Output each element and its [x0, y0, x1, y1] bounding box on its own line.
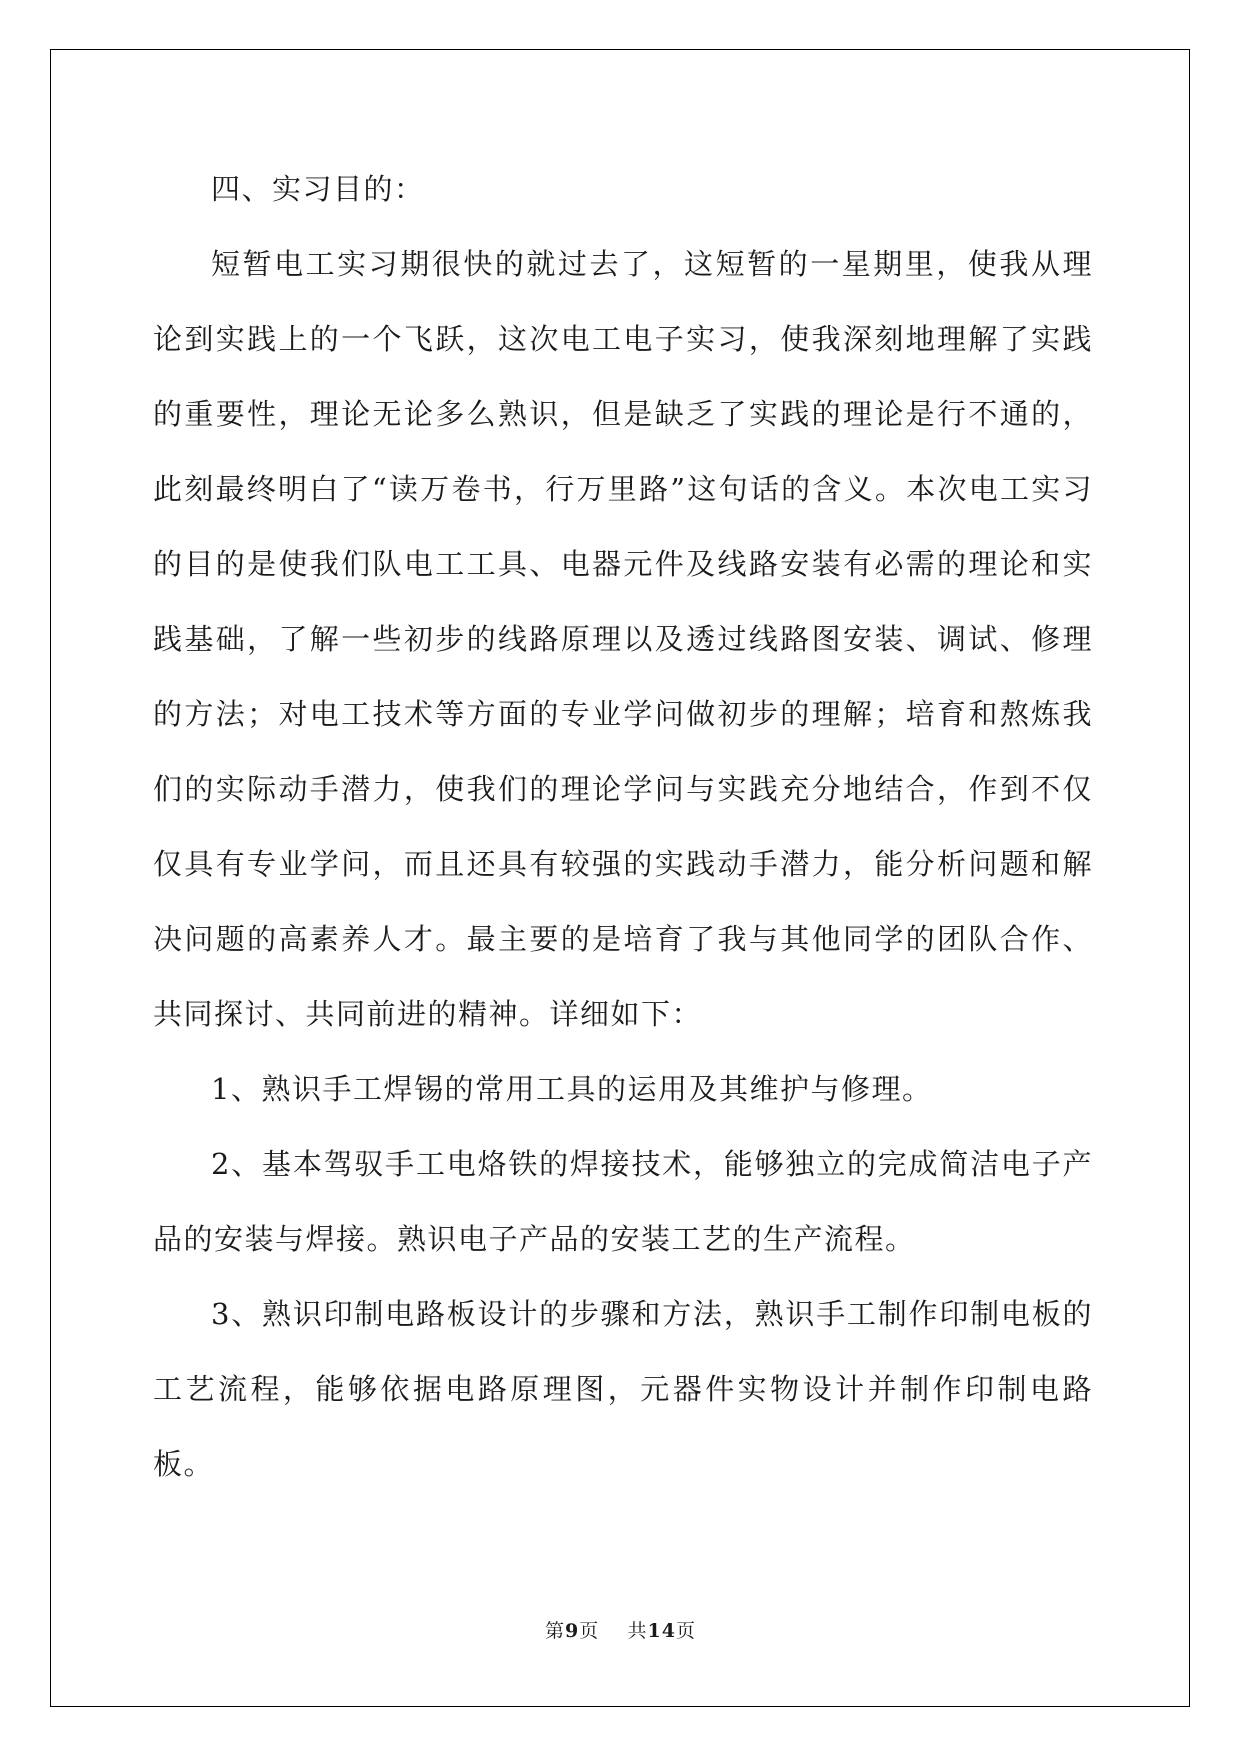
section-heading: 四、实习目的： — [211, 172, 425, 206]
footer-total-prefix: 共 — [627, 1620, 648, 1642]
paragraph-item-3: 3、熟识印制电路板设计的步骤和方法，熟识手工制作印制电板的工艺流程，能够依据电路原理图，元器件实物设计并制作印制电路板。 — [153, 1297, 1093, 1481]
footer-total-word: 页 — [675, 1620, 696, 1642]
page-number: 9 — [565, 1620, 580, 1642]
footer-prefix: 第 — [545, 1620, 566, 1642]
total-pages: 14 — [647, 1620, 676, 1642]
footer-page-word: 页 — [579, 1620, 600, 1642]
document-body — [153, 152, 1093, 1502]
paragraph-intro: 短暂电工实习期很快的就过去了，这短暂的一星期里，使我从理论到实践上的一个飞跃，这次电工电子实习，使我深刻地理解了实践的重要性，理论无论多么熟识，但是缺乏了实践的理论是行不通的，此刻最终明白了“读万卷书，行万里路”这句话的含义。本次电工实习的目的是使我们队电工工具、电器元件及线路安装有必需的理论和实践基础，了解一些初步的线路原理以及透过线路图安装、调试、修理的方法；对电工技术等方面的专业学问做初步的理解；培育和熬炼我们的实际动手潜力，使我们的理论学问与实践充分地结合，作到不仅仅具有专业学问，而且还具有较强的实践动手潜力，能分析问题和解决问题的高素养人才。最主要的是培育了我与其他同学的团队合作、共同探讨、共同前进的精神。详细如下： — [153, 247, 1093, 1031]
paragraph-item-1: 1、熟识手工焊锡的常用工具的运用及其维护与修理。 — [211, 1072, 933, 1106]
paragraph-item-2: 2、基本驾驭手工电烙铁的焊接技术，能够独立的完成简洁电子产品的安装与焊接。熟识电子产品的安装工艺的生产流程。 — [153, 1147, 1093, 1256]
page-footer — [0, 1616, 1241, 1643]
